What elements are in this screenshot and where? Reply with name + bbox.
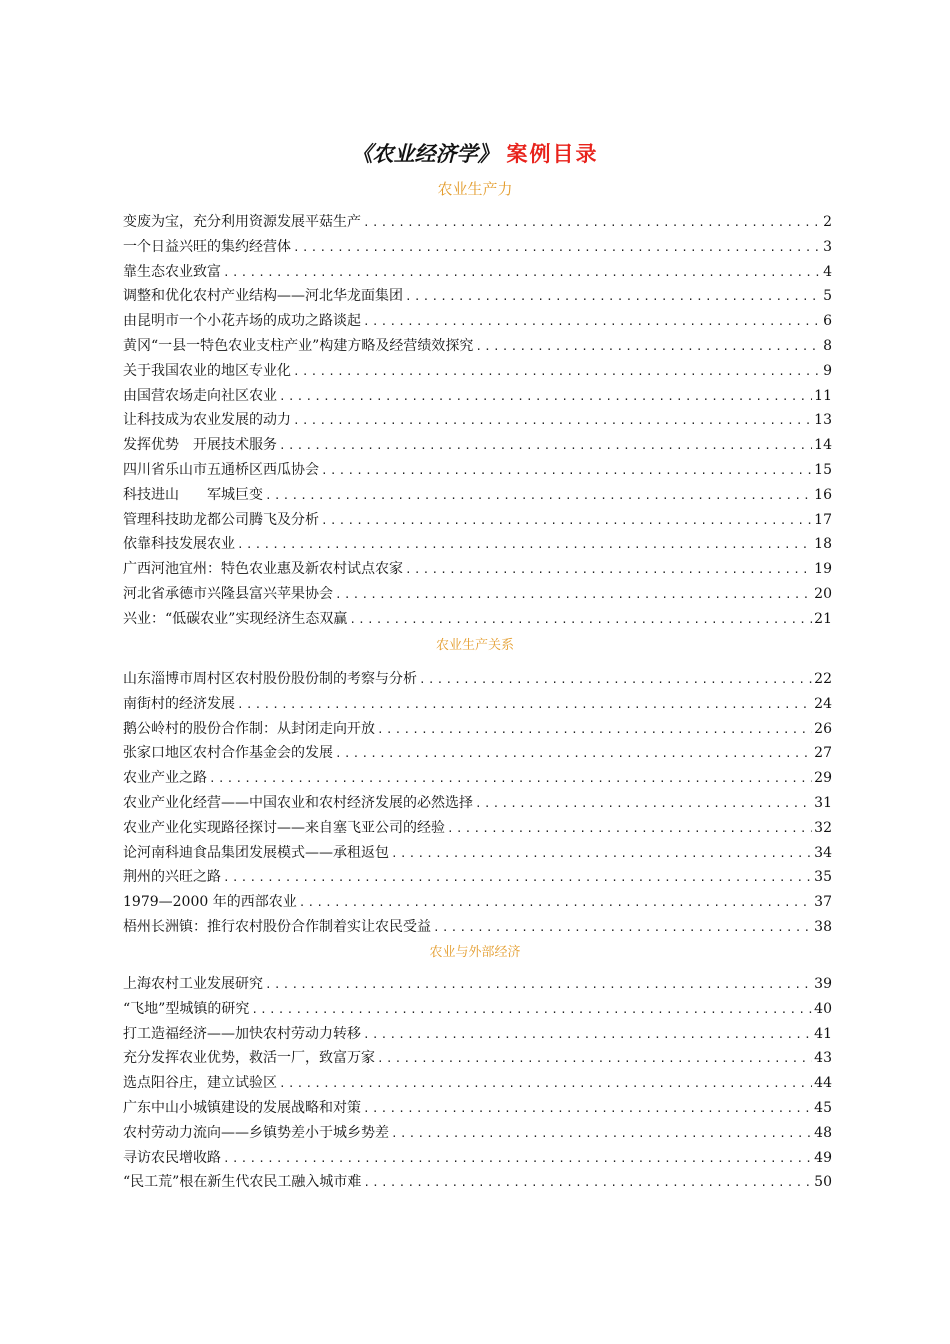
toc-entry [123, 841, 832, 866]
toc-dot-leader [433, 916, 812, 941]
toc-dot-leader [363, 310, 821, 335]
toc-dot-leader [265, 484, 812, 509]
toc-entry-title: 河北省承德市兴隆县富兴苹果协会 [123, 585, 333, 602]
toc-entry-page: 44 [814, 1075, 832, 1092]
toc-entry-page: 6 [823, 313, 832, 330]
toc-entry [123, 816, 832, 841]
toc-dot-leader [335, 742, 812, 767]
toc-entry-page: 26 [814, 720, 832, 737]
toc-entry-title: 由昆明市一个小花卉场的成功之路谈起 [123, 313, 361, 330]
toc-entry [123, 667, 832, 692]
toc-entry-title: 农业产业之路 [123, 770, 207, 787]
toc-entry-title: “飞地”型城镇的研究 [123, 1000, 250, 1017]
toc-entry-page: 31 [814, 794, 832, 811]
toc-dot-leader [391, 842, 812, 867]
toc-dot-leader [293, 409, 812, 434]
toc-dot-leader [265, 973, 812, 998]
toc-entry-title: 黄冈“一县一特色农业支柱产业”构建方略及经营绩效探究 [123, 337, 474, 354]
toc-dot-leader [223, 1147, 812, 1172]
section-heading-external: 农业与外部经济 [429, 945, 521, 960]
toc-entry-page: 9 [823, 362, 832, 379]
toc-entry-title: 充分发挥农业优势，救活一厂，致富万家 [123, 1050, 375, 1067]
toc-entry [123, 1170, 832, 1195]
toc-entry-title: 变废为宝，充分利用资源发展平菇生产 [123, 214, 361, 230]
toc-dot-leader [419, 668, 812, 693]
toc-entry-page: 43 [814, 1050, 832, 1067]
toc-dot-leader [279, 385, 812, 410]
toc-entry [123, 433, 832, 458]
toc-dot-leader [279, 1072, 812, 1097]
toc-entry-title: 农业产业化经营——中国农业和农村经济发展的必然选择 [123, 794, 473, 811]
toc-entry-page: 21 [814, 610, 832, 627]
toc-entry-page: 5 [823, 288, 832, 305]
toc-dot-leader [475, 335, 821, 360]
toc-dot-leader [237, 533, 812, 558]
toc-dot-leader [335, 583, 812, 608]
toc-entry-title: 四川省乐山市五通桥区西瓜协会 [123, 461, 319, 478]
toc-entry-page: 45 [814, 1099, 832, 1116]
toc-entry-page: 14 [814, 437, 832, 454]
toc-entry-page: 50 [814, 1174, 832, 1191]
toc-entry [123, 1022, 832, 1047]
toc-entry [123, 972, 832, 997]
toc-entry-page: 41 [814, 1025, 832, 1042]
toc-entry-title: 论河南科迪食品集团发展模式——承租返包 [123, 844, 389, 861]
toc-entry-page: 18 [814, 536, 832, 553]
toc-entry-title: 梧州长洲镇：推行农村股份合作制着实让农民受益 [123, 918, 431, 935]
toc-entry [123, 284, 832, 309]
toc-entry-title: 农村劳动力流向——乡镇势差小于城乡势差 [123, 1124, 389, 1141]
toc-dot-leader [349, 608, 812, 633]
toc-entry [123, 915, 832, 940]
toc-entry [123, 717, 832, 742]
toc-dot-leader [209, 767, 812, 792]
toc-entry-title: 管理科技助龙都公司腾飞及分析 [123, 511, 319, 528]
toc-entry-title: 调整和优化农村产业结构——河北华龙面集团 [123, 288, 403, 305]
toc-entry-page: 17 [814, 511, 832, 528]
toc-entry-title: 靠生态农业致富 [123, 263, 221, 280]
toc-entry-page: 27 [814, 745, 832, 762]
toc-entry-page: 29 [814, 770, 832, 787]
toc-entry [123, 865, 832, 890]
toc-entry [123, 359, 832, 384]
toc-entry [123, 741, 832, 766]
toc-entry-page: 49 [814, 1149, 832, 1166]
toc-entry [123, 1096, 832, 1121]
toc-dot-leader [293, 236, 821, 261]
document-title [0, 140, 950, 168]
toc-entry [123, 532, 832, 557]
toc-entry-title: 兴业：“低碳农业”实现经济生态双赢 [123, 610, 348, 627]
toc-entry-title: 广东中山小城镇建设的发展战略和对策 [123, 1099, 361, 1116]
document-title-main: 《农业经济学》 [351, 141, 499, 166]
toc-entry-title: 广西河池宜州：特色农业惠及新农村试点农家 [123, 561, 403, 578]
toc-entry-page: 4 [823, 263, 832, 280]
toc-entry-title: 鹅公岭村的股份合作制：从封闭走向开放 [123, 720, 375, 737]
toc-dot-leader [391, 1122, 812, 1147]
toc-entry [123, 557, 832, 582]
toc-dot-leader [363, 1023, 812, 1048]
document-title-accent: 案例目录 [506, 141, 599, 166]
toc-entry-page: 48 [814, 1124, 832, 1141]
toc-dot-leader [377, 1047, 812, 1072]
toc-entry-title: 由国营农场走向社区农业 [123, 387, 277, 404]
toc-entry-title: 1979—2000 年的西部农业 [123, 894, 297, 911]
toc-entry-title: 荆州的兴旺之路 [123, 869, 221, 886]
toc-entry [123, 334, 832, 359]
toc-entry-title: 发挥优势 开展技术服务 [123, 437, 277, 454]
toc-entry-page: 8 [823, 337, 832, 354]
toc-entry [123, 508, 832, 533]
toc-entry [123, 997, 832, 1022]
toc-entry [123, 1121, 832, 1146]
toc-entry-page: 40 [814, 1000, 832, 1017]
toc-entry [123, 458, 832, 483]
toc-entry-title: 依靠科技发展农业 [123, 536, 235, 553]
toc-entry [123, 1046, 832, 1071]
toc-list-external [123, 972, 832, 1195]
toc-entry-title: 关于我国农业的地区专业化 [123, 362, 291, 379]
toc-dot-leader [279, 434, 812, 459]
section-heading-productivity: 农业生产力 [437, 180, 513, 198]
toc-dot-leader [405, 285, 821, 310]
toc-entry-title: 让科技成为农业发展的动力 [123, 412, 291, 429]
toc-dot-leader [475, 792, 812, 817]
toc-entry [123, 692, 832, 717]
toc-entry-page: 35 [814, 869, 832, 886]
toc-entry [123, 1071, 832, 1096]
toc-entry [123, 210, 832, 235]
toc-entry [123, 607, 832, 632]
toc-dot-leader [363, 1171, 812, 1196]
toc-dot-leader [363, 211, 821, 236]
toc-entry [123, 890, 832, 915]
toc-dot-leader [405, 558, 812, 583]
toc-entry [123, 384, 832, 409]
toc-entry-title: 上海农村工业发展研究 [123, 976, 263, 992]
toc-entry [123, 791, 832, 816]
toc-entry-title: 山东淄博市周村区农村股份股份制的考察与分析 [123, 671, 417, 687]
toc-entry-title: 张家口地区农村合作基金会的发展 [123, 745, 333, 762]
toc-entry [123, 766, 832, 791]
toc-dot-leader [293, 360, 821, 385]
toc-entry [123, 260, 832, 285]
toc-entry-page: 34 [814, 844, 832, 861]
toc-dot-leader [251, 998, 812, 1023]
toc-dot-leader [377, 718, 812, 743]
toc-entry [123, 235, 832, 260]
toc-entry-page: 13 [814, 412, 832, 429]
toc-dot-leader [223, 261, 821, 286]
toc-entry-page: 38 [814, 918, 832, 935]
toc-entry-page: 20 [814, 585, 832, 602]
toc-dot-leader [223, 866, 812, 891]
toc-entry-page: 32 [814, 819, 832, 836]
toc-entry-page: 11 [814, 387, 832, 404]
toc-entry-page: 3 [823, 238, 832, 255]
toc-entry-page: 16 [814, 486, 832, 503]
toc-entry [123, 309, 832, 334]
toc-entry-title: 打工造福经济——加快农村劳动力转移 [123, 1025, 361, 1042]
toc-entry-page: 2 [823, 214, 832, 230]
toc-list-productivity [123, 210, 832, 632]
toc-dot-leader [447, 817, 812, 842]
toc-entry-page: 19 [814, 561, 832, 578]
toc-entry-page: 24 [814, 695, 832, 712]
toc-entry-title: “民工荒”根在新生代农民工融入城市难 [123, 1174, 362, 1191]
toc-entry-title: 南街村的经济发展 [123, 695, 235, 712]
toc-entry-title: 农业产业化实现路径探讨——来自塞飞亚公司的经验 [123, 819, 445, 836]
toc-entry [123, 582, 832, 607]
toc-entry-page: 15 [814, 461, 832, 478]
toc-entry [123, 483, 832, 508]
toc-entry-title: 一个日益兴旺的集约经营体 [123, 238, 291, 255]
toc-entry-title: 寻访农民增收路 [123, 1149, 221, 1166]
toc-dot-leader [237, 693, 812, 718]
toc-entry-page: 37 [814, 894, 832, 911]
toc-dot-leader [363, 1097, 812, 1122]
toc-dot-leader [299, 891, 812, 916]
toc-entry-title: 科技进山 军城巨变 [123, 486, 263, 503]
section-heading-relations: 农业生产关系 [435, 638, 514, 653]
toc-entry [123, 1146, 832, 1171]
toc-entry-page: 22 [814, 671, 832, 687]
toc-entry [123, 408, 832, 433]
toc-entry-page: 39 [814, 976, 832, 992]
toc-dot-leader [321, 509, 812, 534]
toc-dot-leader [321, 459, 812, 484]
toc-list-relations [123, 667, 832, 940]
toc-entry-title: 选点阳谷庄，建立试验区 [123, 1075, 277, 1092]
